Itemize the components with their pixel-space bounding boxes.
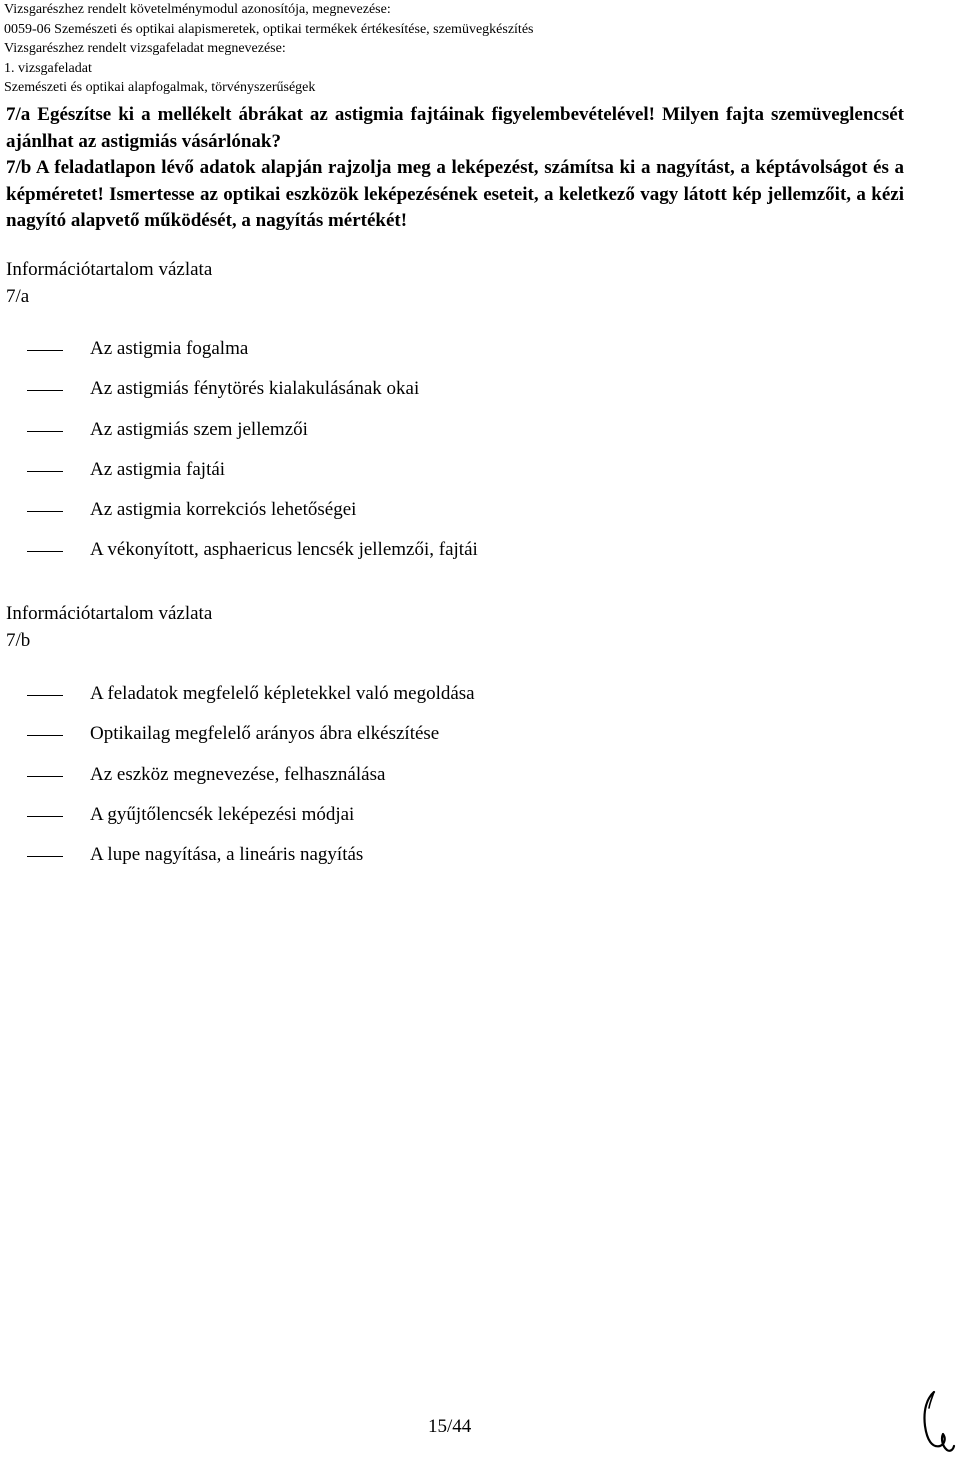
section-b-heading: Információtartalom vázlata bbox=[6, 603, 213, 624]
dash-bullet bbox=[27, 511, 63, 512]
header-module-name: 0059-06 Szemészeti és optikai alapismeretek, optikai termékek értékesítése, szemüvegkészítés bbox=[4, 21, 534, 37]
signature-mark bbox=[918, 1388, 958, 1458]
dash-bullet bbox=[27, 471, 63, 472]
dash-bullet bbox=[27, 431, 63, 432]
task-description bbox=[6, 102, 904, 235]
dash-bullet bbox=[27, 856, 63, 857]
section-a-heading: Információtartalom vázlata bbox=[6, 259, 213, 280]
header-task-name: Szemészeti és optikai alapfogalmak, törvényszerűségek bbox=[4, 80, 316, 95]
section-a-label: 7/a bbox=[6, 285, 30, 307]
dash-bullet bbox=[27, 816, 63, 817]
task-7a: 7/a Egészítse ki a mellékelt ábrákat az astigmia fajtáinak figyelembevételével! Milyen fajta szemüveglencsét ajánlhat az astigmiás vásárlónak? bbox=[6, 104, 904, 152]
section-a-title bbox=[6, 257, 212, 310]
dash-bullet bbox=[27, 350, 63, 351]
task-7b: 7/b A feladatlapon lévő adatok alapján rajzolja meg a leképezést, számítsa ki a nagyítást, a képtávolságot és a képméretet! Ismertesse az optikai eszközök leképezésének eseteit, a keletkező vagy látott kép jellemzőit, a kézi nagyító alapvető működését, a nagyítás mértékét! bbox=[6, 157, 904, 231]
header-task-label: Vizsgarészhez rendelt vizsgafeladat megnevezése: bbox=[4, 41, 286, 56]
header-task-number: 1. vizsgafeladat bbox=[4, 60, 92, 76]
dash-bullet bbox=[27, 551, 63, 552]
dash-bullet bbox=[27, 390, 63, 391]
dash-bullet bbox=[27, 695, 63, 696]
header-module-label: Vizsgarészhez rendelt követelménymodul azonosítója, megnevezése: bbox=[4, 2, 391, 17]
section-b-title bbox=[6, 601, 212, 654]
page-number: 15/44 bbox=[428, 1416, 472, 1437]
dash-bullet bbox=[27, 776, 63, 777]
dash-bullet bbox=[27, 735, 63, 736]
document-header bbox=[4, 0, 533, 98]
section-b-label: 7/b bbox=[6, 629, 31, 651]
